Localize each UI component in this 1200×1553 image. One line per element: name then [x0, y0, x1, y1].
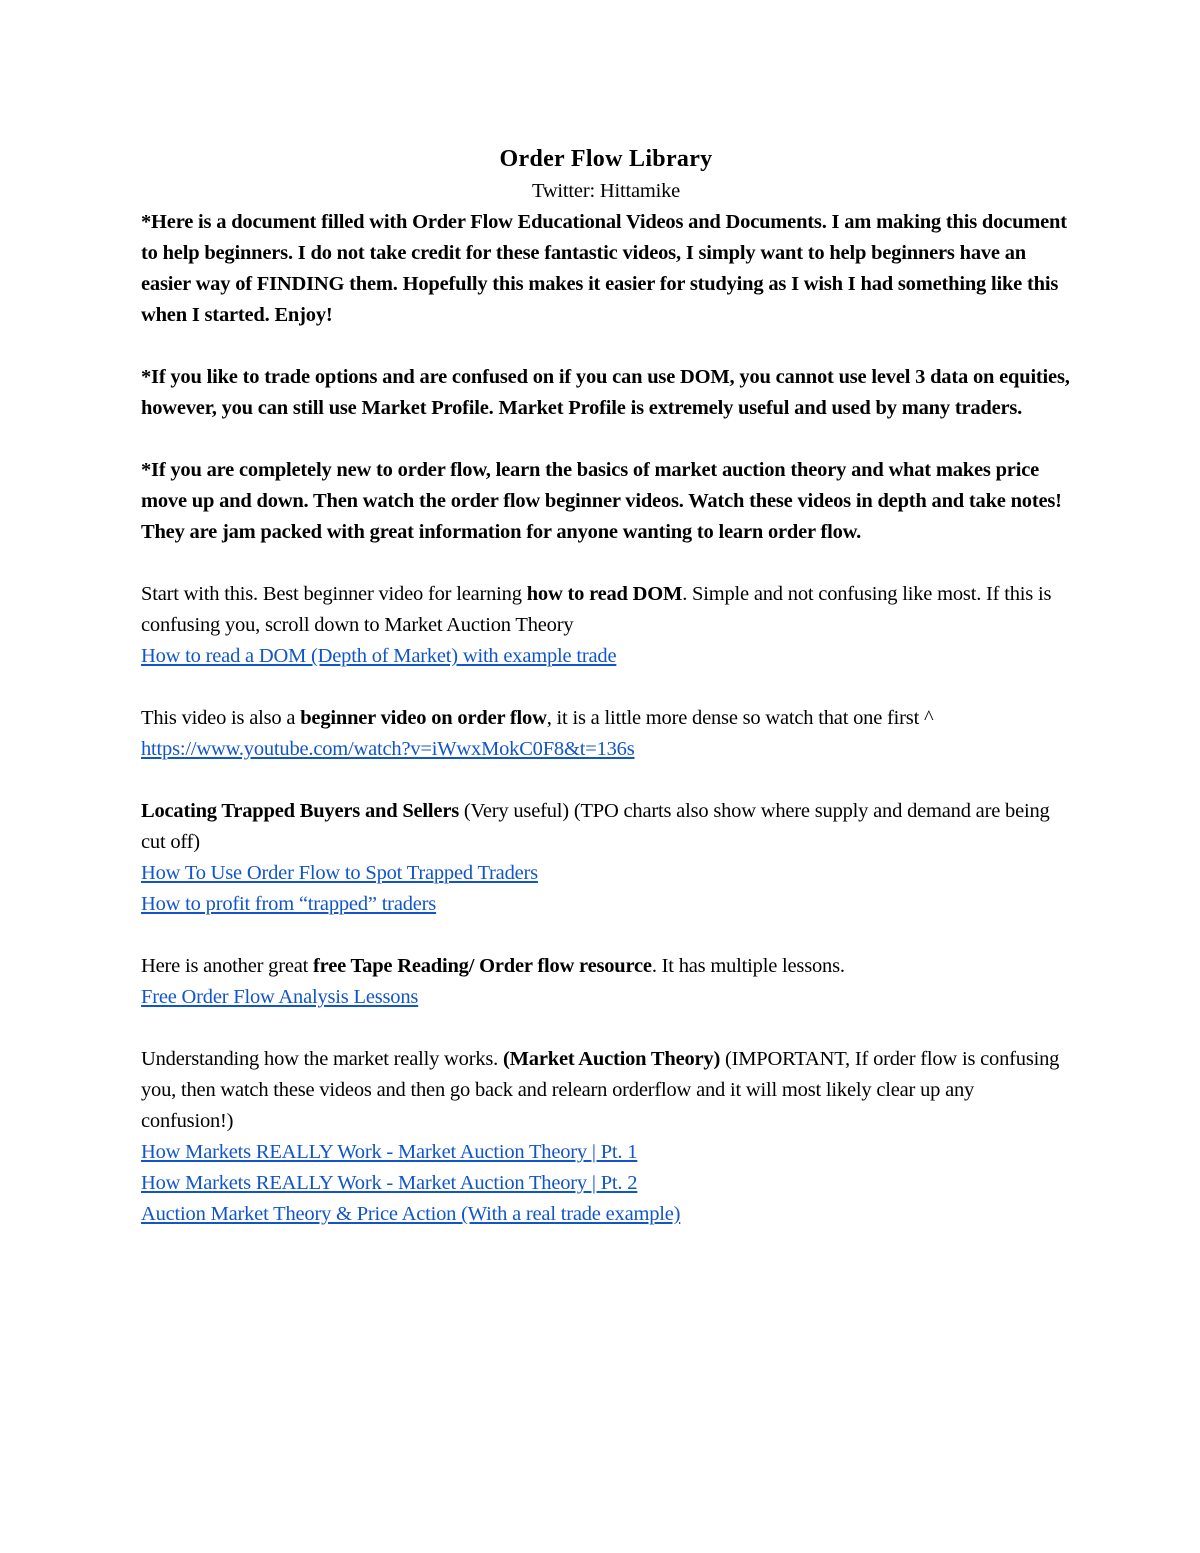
tape-text-a: Here is another great	[141, 955, 314, 977]
dom-text-b: . Simple and not confusing like most. If this is confusing you, scroll down to Market Auction Theory	[141, 583, 1052, 636]
auction-section-text	[141, 1044, 1071, 1137]
intro-paragraph: *Here is a document filled with Order Flow Educational Videos and Documents. I am making this document to help beginners. I do not take credit for these fantastic videos, I simply want to help beginners have an easier way of FINDING them. Hopefully this makes it easier for studying as I wish I had something like this when I started. Enjoy!	[141, 211, 1067, 326]
tape-text-b: . It has multiple lessons.	[651, 955, 845, 977]
spacer	[141, 765, 1071, 796]
new-trader-note-paragraph: *If you are completely new to order flow, learn the basics of market auction theory and what makes price move up and down. Then watch the order flow beginner videos. Watch these videos in depth and take notes! They are jam packed with great information for anyone wanting to learn order flow.	[141, 459, 1062, 543]
tape-section-text	[141, 951, 1071, 982]
dom-text-a: Start with this. Best beginner video for learning	[141, 583, 527, 605]
spacer	[141, 331, 1071, 362]
trapped-traders-link-2[interactable]: How to profit from “trapped” traders	[141, 893, 437, 915]
spacer	[141, 548, 1071, 579]
dom-video-link[interactable]: How to read a DOM (Depth of Market) with example trade	[141, 645, 617, 667]
trapped-text: (Very useful) (TPO charts also show where supply and demand are being cut off)	[141, 800, 1050, 853]
page-title: Order Flow Library	[499, 146, 713, 172]
tape-text-bold: free Tape Reading/ Order flow resource	[313, 955, 652, 977]
page-subtitle: Twitter: Hittamike	[531, 180, 681, 202]
options-note-paragraph: *If you like to trade options and are confused on if you can use DOM, you cannot use level 3 data on equities, however, you can still use Market Profile. Market Profile is extremely useful and used by many traders.	[141, 366, 1070, 419]
beginner-section-text	[141, 703, 1071, 734]
spacer	[141, 1013, 1071, 1044]
auction-text-bold: (Market Auction Theory)	[503, 1048, 721, 1070]
order-flow-lessons-link[interactable]: Free Order Flow Analysis Lessons	[141, 986, 419, 1008]
beginner-text-a: This video is also a	[141, 707, 301, 729]
document-body	[141, 142, 1071, 1230]
auction-theory-link-3[interactable]: Auction Market Theory & Price Action (With a real trade example)	[141, 1203, 681, 1225]
auction-theory-link-1[interactable]: How Markets REALLY Work - Market Auction Theory | Pt. 1	[141, 1141, 638, 1163]
spacer	[141, 920, 1071, 951]
trapped-section-text	[141, 796, 1071, 858]
dom-section-text	[141, 579, 1071, 641]
beginner-video-link[interactable]: https://www.youtube.com/watch?v=iWwxMokC0F8&t=136s	[141, 738, 635, 760]
auction-text-b: (IMPORTANT, If order flow is confusing you, then watch these videos and then go back and relearn orderflow and it will most likely clear up any confusion!)	[141, 1048, 1060, 1132]
beginner-text-b: , it is a little more dense so watch that one first ^	[546, 707, 934, 729]
dom-text-bold: how to read DOM	[526, 583, 683, 605]
beginner-text-bold: beginner video on order flow	[300, 707, 547, 729]
spacer	[141, 424, 1071, 455]
spacer	[141, 672, 1071, 703]
trapped-traders-link-1[interactable]: How To Use Order Flow to Spot Trapped Traders	[141, 862, 538, 884]
trapped-text-bold: Locating Trapped Buyers and Sellers	[141, 800, 459, 822]
auction-theory-link-2[interactable]: How Markets REALLY Work - Market Auction Theory | Pt. 2	[141, 1172, 638, 1194]
auction-text-a: Understanding how the market really works.	[141, 1048, 504, 1070]
